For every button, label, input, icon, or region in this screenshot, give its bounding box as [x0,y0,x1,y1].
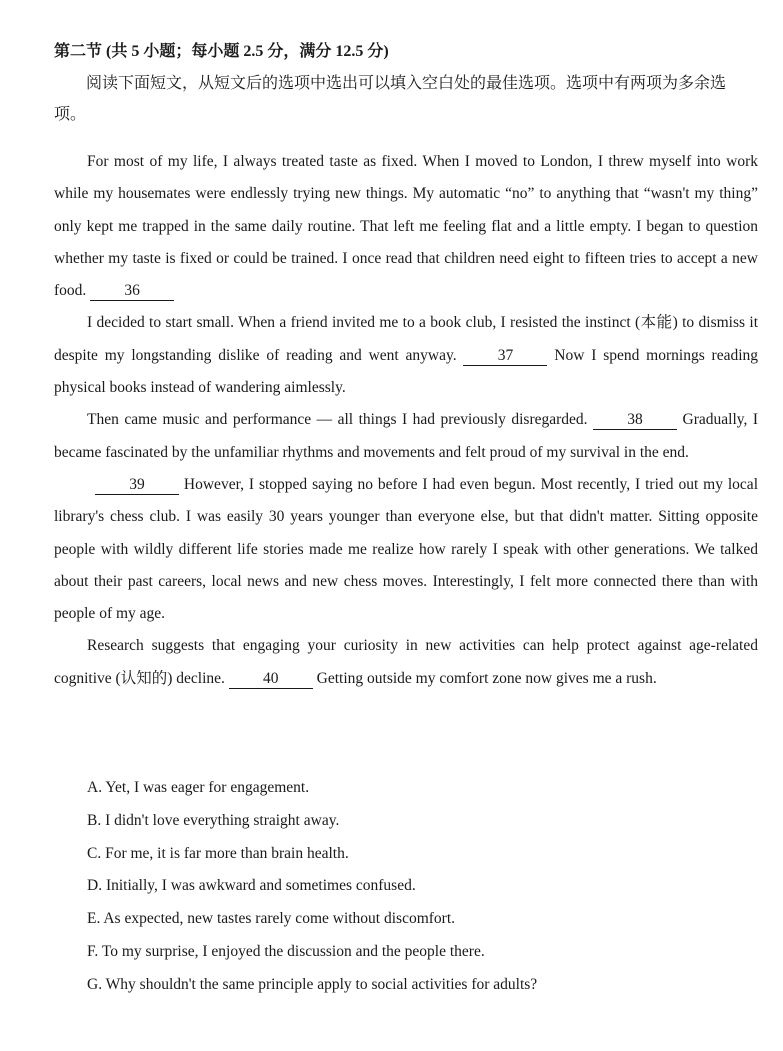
passage-paragraph-2 [54,307,758,404]
option-f: F. To my surprise, I enjoyed the discussion and the people there. [87,942,485,960]
paragraph-text: For most of my life, I always treated taste as fixed. When I moved to London, I threw myself into work while my housemates were endlessly trying new things. My automatic “no” to anything that “wasn't my thing” only kept me trapped in the same daily routine. That left me feeling flat and a little empty. I began to question whether my taste is fixed or could be trained. I once read that children need eight to fifteen tries to accept a new food. [54,153,758,300]
passage-paragraph-4 [54,469,758,630]
option-e: E. As expected, new tastes rarely come without discomfort. [87,910,456,928]
option-b: B. I didn't love everything straight away. [87,811,340,829]
passage-paragraph-1 [54,146,758,307]
paragraph-text: I decided to start small. When a friend invited me to a book club, I resisted the instinct (本能) to dismiss it despite my longstanding dislike of reading and went anyway. [54,314,758,364]
reading-passage [54,146,758,695]
paragraph-text: Then came music and performance — all things I had previously disregarded. [87,411,588,429]
section-instruction: 阅读下面短文，从短文后的选项中选出可以填入空白处的最佳选项。选项中有两项为多余选项。 [54,75,727,123]
answer-options [87,772,747,1002]
section-heading: 第二节 (共 5 小题；每小题 2.5 分，满分 12.5 分) [54,43,389,60]
paragraph-text: Getting outside my comfort zone now gives me a rush. [316,669,657,687]
option-c: C. For me, it is far more than brain health. [87,844,349,862]
answer-blank-37: 37 [463,347,547,366]
answer-blank-38: 38 [593,411,677,430]
option-g: G. Why shouldn't the same principle apply to social activities for adults? [87,975,538,993]
paragraph-text: Now I spend mornings reading physical books instead of wandering aimlessly. [54,346,759,397]
passage-paragraph-5 [54,630,758,695]
answer-blank-36: 36 [90,282,174,301]
answer-blank-39: 39 [95,476,179,495]
passage-paragraph-3 [54,404,758,469]
paragraph-text: Research suggests that engaging your curiosity in new activities can help protect against age-related cognitive (认知的) decline. [54,637,758,687]
paragraph-text: However, I stopped saying no before I had even begun. Most recently, I tried out my local library's chess club. I was easily 30 years younger than everyone else, but that didn't matter. Sitting opposite people with wildly different life stories made me realize how rarely I speak with other generations. We talked about their past careers, local news and new chess moves. Interestingly, I felt more connected there than with people of my age. [54,475,758,623]
option-a: A. Yet, I was eager for engagement. [87,779,310,796]
paragraph-text: Gradually, I became fascinated by the unfamiliar rhythms and movements and felt proud of my survival in the end. [54,411,759,461]
option-d: D. Initially, I was awkward and sometimes confused. [87,877,416,895]
answer-blank-40: 40 [229,670,313,689]
